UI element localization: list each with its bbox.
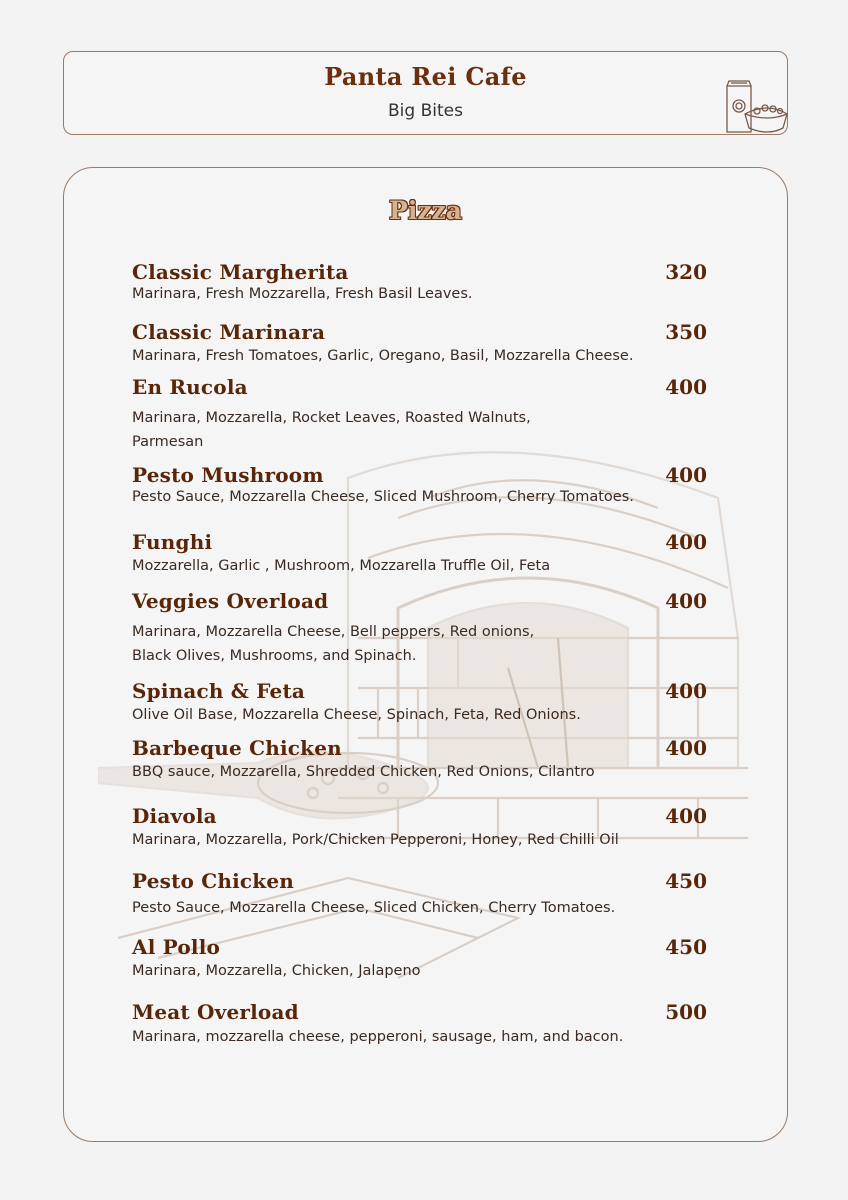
item-price: 350 [665,320,707,344]
item-name: Meat Overload [132,1000,299,1024]
item-name: Classic Marinara [132,320,326,344]
item-name: Funghi [132,530,213,554]
item-description: Marinara, Mozzarella, Rocket Leaves, Roasted Walnuts, Parmesan [132,410,531,450]
item-price: 450 [665,869,707,893]
item-description: Marinara, Mozzarella, Chicken, Jalapeno [132,963,421,979]
item-description: Mozzarella, Garlic , Mushroom, Mozzarella Truffle Oil, Feta [132,558,551,574]
item-price: 500 [665,1000,707,1024]
item-name: Diavola [132,804,217,828]
item-price: 400 [665,375,707,399]
item-price: 400 [665,589,707,613]
item-name: Pesto Mushroom [132,463,324,487]
item-description: BBQ sauce, Mozzarella, Shredded Chicken, Red Onions, Cilantro [132,764,595,780]
menu-subtitle: Big Bites [388,101,463,121]
item-name: Spinach & Feta [132,679,306,703]
item-name: Classic Margherita [132,260,349,284]
item-description: Pesto Sauce, Mozzarella Cheese, Sliced Mushroom, Cherry Tomatoes. [132,489,634,505]
cafe-name: Panta Rei Cafe [324,62,527,91]
item-description: Marinara, Mozzarella, Pork/Chicken Pepperoni, Honey, Red Chilli Oil [132,832,619,848]
item-price: 400 [665,463,707,487]
item-description: Olive Oil Base, Mozzarella Cheese, Spinach, Feta, Red Onions. [132,707,581,723]
item-price: 450 [665,935,707,959]
item-name: Veggies Overload [132,589,329,613]
item-name: Barbeque Chicken [132,736,342,760]
item-description: Marinara, Fresh Mozzarella, Fresh Basil Leaves. [132,286,473,302]
header-card [63,51,788,135]
item-name: Al Pollo [132,935,221,959]
item-price: 320 [665,260,707,284]
item-description: Marinara, Fresh Tomatoes, Garlic, Oregano, Basil, Mozzarella Cheese. [132,348,634,364]
menu-card [63,167,788,1142]
food-bag-and-bowl-icon [721,80,789,136]
item-name: Pesto Chicken [132,869,294,893]
item-price: 400 [665,804,707,828]
item-description: Marinara, Mozzarella Cheese, Bell peppers, Red onions, Black Olives, Mushrooms, and Spinach. [132,624,535,664]
section-title-pizza: Pizza [389,196,462,225]
item-name: En Rucola [132,375,248,399]
item-description: Marinara, mozzarella cheese, pepperoni, sausage, ham, and bacon. [132,1029,624,1045]
item-price: 400 [665,530,707,554]
item-description: Pesto Sauce, Mozzarella Cheese, Sliced Chicken, Cherry Tomatoes. [132,900,616,916]
item-price: 400 [665,736,707,760]
item-price: 400 [665,679,707,703]
